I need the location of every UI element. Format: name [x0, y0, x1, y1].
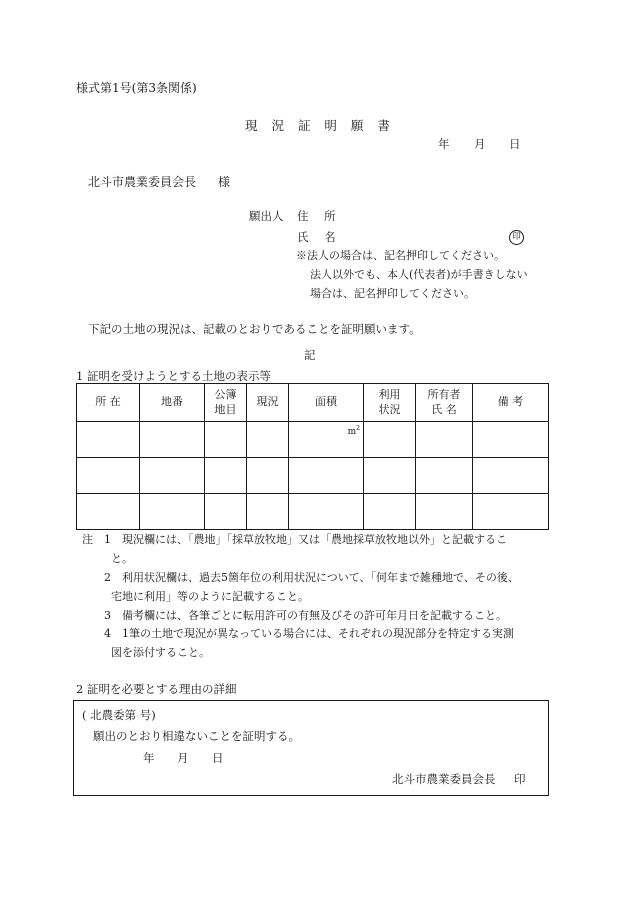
note-3-line1: 備考欄には、各筆ごとに転用許可の有無及びその許可年月日を記載すること。 — [122, 609, 507, 622]
cell-usage[interactable] — [364, 422, 416, 458]
cell-area[interactable] — [289, 458, 364, 494]
notes-prefix: 注 — [82, 533, 93, 546]
table-row — [77, 422, 549, 458]
cell-remarks[interactable] — [473, 422, 549, 458]
cell-registered-category[interactable] — [205, 494, 247, 530]
header-owner: 所有者 氏 名 — [416, 384, 473, 422]
certificate-date-day: 日 — [212, 751, 224, 765]
table-header-row — [77, 384, 549, 422]
applicant-label: 願出人 — [249, 209, 284, 223]
header-registered-category: 公簿 地目 — [205, 384, 247, 422]
section1-title: 1 証明を受けようとする土地の表示等 — [76, 369, 271, 383]
cell-area[interactable] — [289, 494, 364, 530]
note-2-line2: 宅地に利用」等のように記載すること。 — [111, 590, 309, 603]
cell-usage[interactable] — [364, 494, 416, 530]
note-1-num: 1 — [104, 533, 111, 546]
applicant-note-2: 法人以外でも、本人(代表者)が手書きしない — [310, 268, 528, 281]
cell-current-state[interactable] — [247, 422, 289, 458]
address-label: 住 所 — [297, 209, 342, 223]
cell-location[interactable] — [77, 422, 140, 458]
header-lot-number: 地番 — [140, 384, 205, 422]
certificate-number: ( 北農委第 号) — [82, 708, 156, 722]
cell-location[interactable] — [77, 494, 140, 530]
ki-label: 記 — [304, 348, 316, 362]
header-usage: 利用 状況 — [364, 384, 416, 422]
note-3-num: 3 — [104, 609, 111, 622]
note-1-line2: と。 — [111, 552, 133, 565]
section2-title: 2 証明を必要とする理由の詳細 — [76, 682, 237, 696]
addressee: 北斗市農業委員会長 — [88, 175, 197, 189]
cell-owner[interactable] — [416, 494, 473, 530]
date-month: 月 — [474, 137, 486, 151]
header-current-state: 現況 — [247, 384, 289, 422]
cell-lot-number[interactable] — [140, 458, 205, 494]
header-remarks: 備 考 — [473, 384, 549, 422]
table-row — [77, 494, 549, 530]
note-2-num: 2 — [104, 571, 111, 584]
applicant-note-1: ※法人の場合は、記名押印してください。 — [296, 249, 505, 262]
date-year: 年 — [438, 137, 450, 151]
note-4-line1: 1筆の土地で現況が異なっている場合には、それぞれの現況部分を特定する実測 — [122, 627, 514, 640]
cell-usage[interactable] — [364, 458, 416, 494]
cell-owner[interactable] — [416, 458, 473, 494]
certificate-date-month: 月 — [177, 751, 189, 765]
note-4-num: 4 — [104, 627, 111, 640]
cell-registered-category[interactable] — [205, 458, 247, 494]
cell-current-state[interactable] — [247, 494, 289, 530]
note-2-line1: 利用状況欄は、過去5箇年位の利用状況について、「何年まで雑種地で、その後、 — [122, 571, 519, 584]
certificate-box — [73, 700, 549, 796]
note-4-line2: 図を添付すること。 — [111, 646, 210, 659]
cell-remarks[interactable] — [473, 494, 549, 530]
cell-registered-category[interactable] — [205, 422, 247, 458]
certificate-statement: 願出のとおり相違ないことを証明する。 — [93, 729, 300, 743]
header-location: 所 在 — [77, 384, 140, 422]
area-unit: $m^2$ — [347, 425, 360, 437]
cell-owner[interactable] — [416, 422, 473, 458]
honorific: 様 — [218, 175, 231, 189]
cell-lot-number[interactable] — [140, 422, 205, 458]
cell-current-state[interactable] — [247, 458, 289, 494]
cell-area[interactable] — [289, 422, 364, 458]
form-title: 現 況 証 明 願 書 — [245, 118, 395, 133]
date-day: 日 — [509, 137, 521, 151]
request-text: 下記の土地の現況は、記載のとおりであることを証明願います。 — [88, 322, 421, 336]
name-label: 氏 名 — [297, 230, 342, 244]
form-number: 様式第1号(第3条関係) — [76, 81, 197, 95]
land-table — [76, 383, 549, 530]
cell-location[interactable] — [77, 458, 140, 494]
seal-mark: 印 — [509, 230, 524, 245]
cell-lot-number[interactable] — [140, 494, 205, 530]
certificate-issuer: 北斗市農業委員会長 — [392, 772, 496, 786]
certificate-date-year: 年 — [143, 751, 155, 765]
note-1-line1: 現況欄には、「農地」「採草放牧地」又は「農地採草放牧地以外」と記載するこ — [122, 533, 507, 546]
certificate-seal: 印 — [514, 772, 526, 786]
table-row — [77, 458, 549, 494]
applicant-note-3: 場合は、記名押印してください。 — [310, 287, 475, 300]
header-area: 面積 — [289, 384, 364, 422]
cell-remarks[interactable] — [473, 458, 549, 494]
